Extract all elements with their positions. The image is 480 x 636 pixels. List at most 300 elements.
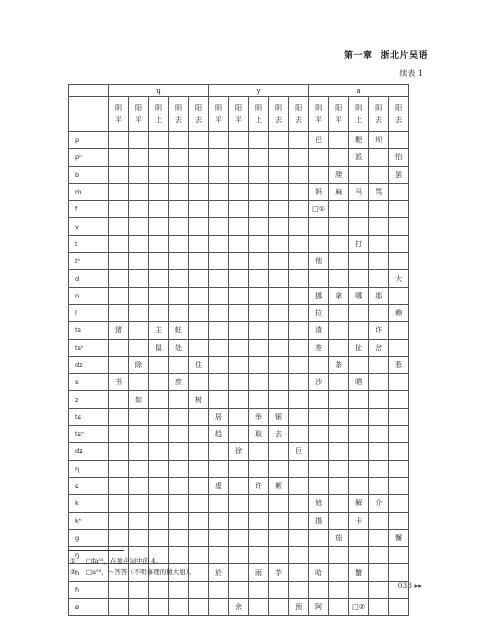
initial-cell: n [69,287,109,304]
page-number: 033 ▸▸ [397,581,422,590]
character-cell [109,581,129,598]
table-row [69,304,409,321]
character-cell [309,270,329,287]
chapter-number: 第一章 [343,51,373,61]
character-cell [189,322,209,339]
character-cell: 居 [209,408,229,425]
character-cell [129,166,149,183]
character-cell [189,287,209,304]
character-cell [149,529,169,546]
character-cell [329,460,349,477]
table-row [69,529,409,546]
initial-cell: d [69,270,109,287]
initial-cell: kʰ [69,512,109,529]
character-cell [329,495,349,512]
character-cell: 趋 [209,426,229,443]
character-cell [129,270,149,287]
character-cell [229,477,249,494]
initial-cell: f [69,201,109,218]
tone-header-top: 阴 [275,104,283,112]
character-cell [249,149,269,166]
character-cell [209,356,229,373]
character-cell [209,183,229,200]
character-cell: 卡 [349,512,369,529]
character-cell [269,356,289,373]
tone-header-row [69,97,409,132]
character-cell [229,149,249,166]
character-cell [189,581,209,598]
character-cell [269,391,289,408]
character-cell: 诈 [369,322,389,339]
character-cell [169,183,189,200]
character-cell [329,132,349,149]
tone-header [229,97,249,132]
tone-header-top: 阴 [155,104,162,112]
character-cell [229,426,249,443]
character-cell [269,495,289,512]
character-cell [229,218,249,235]
character-cell: 介 [369,495,389,512]
footnote [70,567,195,576]
character-cell [329,391,349,408]
character-cell [329,304,349,321]
character-cell [389,547,409,564]
character-cell [129,599,149,616]
character-cell [109,356,129,373]
character-cell [209,443,229,460]
character-cell [209,374,229,391]
initial-cell: tsʰ [69,339,109,356]
table-row [69,408,409,425]
character-cell [149,460,169,477]
character-cell: 巨 [289,443,309,460]
initial-cell: ts [69,322,109,339]
footnote-rule [68,550,124,551]
character-cell [149,149,169,166]
character-cell [389,512,409,529]
character-cell [189,374,209,391]
character-cell [229,564,249,581]
character-cell [369,599,389,616]
character-cell [369,512,389,529]
character-cell [389,443,409,460]
character-cell [209,547,229,564]
character-cell: 锯 [269,408,289,425]
character-cell [209,322,229,339]
character-cell [129,183,149,200]
character-cell [369,304,389,321]
character-cell [169,356,189,373]
tone-header-bottom: 去 [175,116,182,124]
character-cell: 那 [369,287,389,304]
table-row [69,287,409,304]
character-cell [269,529,289,546]
table-row [69,235,409,252]
table-row [69,218,409,235]
character-cell [229,287,249,304]
character-cell [369,477,389,494]
character-cell [149,356,169,373]
character-cell [169,287,189,304]
character-cell [109,599,129,616]
character-cell [389,374,409,391]
character-cell [169,235,189,252]
character-cell: 举 [249,408,269,425]
character-cell: 马 [349,183,369,200]
character-cell [249,599,269,616]
tone-header-top: 阳 [335,104,343,112]
initial-cell: l [69,304,109,321]
initial-cell: dz [69,356,109,373]
footnote-mark: ② [70,568,76,576]
character-cell [169,460,189,477]
character-cell [309,166,329,183]
character-cell [229,374,249,391]
character-cell [209,599,229,616]
character-cell [209,218,229,235]
character-cell [129,132,149,149]
character-cell [389,460,409,477]
character-cell: 如 [129,391,149,408]
character-cell [209,235,229,252]
character-cell [329,339,349,356]
table-row [69,426,409,443]
character-cell: □① [309,201,329,218]
table-row [69,356,409,373]
character-cell [329,599,349,616]
character-cell [169,529,189,546]
character-cell [389,235,409,252]
character-cell [249,322,269,339]
character-cell: 茶 [329,356,349,373]
character-cell [189,270,209,287]
character-cell [189,529,209,546]
tone-header [289,97,309,132]
character-cell [189,426,209,443]
tone-header [329,97,349,132]
initial-cell: tɕʰ [69,426,109,443]
tone-header-top: 阴 [355,104,363,112]
character-cell [189,408,209,425]
character-cell [249,218,269,235]
character-cell [209,529,229,546]
character-cell [289,322,309,339]
character-cell [229,529,249,546]
initial-cell: b [69,166,109,183]
character-cell: 拉 [309,304,329,321]
character-cell: 书 [109,374,129,391]
tone-header [389,97,409,132]
character-cell [369,374,389,391]
character-cell: 岔 [369,339,389,356]
character-cell [289,201,309,218]
character-cell [109,149,129,166]
character-cell [369,460,389,477]
character-cell: 蛀 [169,322,189,339]
character-cell [209,149,229,166]
character-cell [349,356,369,373]
character-cell [269,304,289,321]
character-cell [349,529,369,546]
character-cell [109,408,129,425]
tone-header-top: 阴 [215,104,223,112]
tone-header-bottom: 平 [235,116,243,124]
initial-cell: v [69,218,109,235]
character-cell [329,547,349,564]
character-cell [229,356,249,373]
character-cell [309,149,329,166]
tone-header-bottom: 平 [115,116,122,124]
character-cell [189,495,209,512]
character-cell: 去 [269,426,289,443]
character-cell [369,201,389,218]
footnote-text: □fa⁵³，在象声词中的 4。 [86,557,162,565]
character-cell [269,270,289,287]
character-cell [169,218,189,235]
tone-header-bottom: 上 [155,116,162,124]
character-cell: 芋 [269,564,289,581]
table-row [69,183,409,200]
table-row [69,460,409,477]
character-cell [129,426,149,443]
character-cell [109,339,129,356]
character-cell [209,512,229,529]
character-cell: 树 [189,391,209,408]
character-cell [269,339,289,356]
character-cell [269,218,289,235]
character-cell [169,132,189,149]
initial-cell: ŋ [69,547,109,564]
tone-header-bottom: 平 [335,116,343,124]
character-cell: 徐 [229,443,249,460]
character-cell [129,374,149,391]
character-cell [249,512,269,529]
tone-header-top: 阴 [255,104,263,112]
character-cell [329,426,349,443]
character-cell [169,304,189,321]
character-cell [289,304,309,321]
character-cell: 哪 [349,287,369,304]
initial-cell: t [69,235,109,252]
character-cell [389,599,409,616]
character-cell [389,253,409,270]
initial-cell: ɦ [69,581,109,598]
character-cell [249,166,269,183]
character-cell [129,477,149,494]
character-cell [149,132,169,149]
character-cell [389,218,409,235]
group-header-row [69,85,409,97]
character-cell [289,166,309,183]
character-cell: 渣 [309,322,329,339]
character-cell [249,460,269,477]
character-cell [249,304,269,321]
character-cell [109,529,129,546]
tone-header-top: 阳 [295,104,303,112]
character-cell [189,443,209,460]
character-cell: 虚 [209,477,229,494]
character-cell: 取 [249,426,269,443]
character-cell [289,374,309,391]
character-cell: 处 [169,339,189,356]
character-cell [329,374,349,391]
character-cell [269,443,289,460]
character-cell: 挪 [309,287,329,304]
character-cell: 巴 [309,132,329,149]
character-cell [249,495,269,512]
character-cell: 蟹 [349,564,369,581]
tone-header-top: 阴 [315,104,323,112]
tone-header [309,97,329,132]
character-cell [149,183,169,200]
character-cell [249,339,269,356]
tone-header [349,97,369,132]
character-cell [129,235,149,252]
character-cell [349,443,369,460]
character-cell [169,599,189,616]
character-cell [129,529,149,546]
character-cell: 雨 [249,564,269,581]
character-cell [349,391,369,408]
character-cell [109,304,129,321]
table-row [69,443,409,460]
character-cell [309,477,329,494]
character-cell [269,322,289,339]
character-cell [249,547,269,564]
character-cell [329,408,349,425]
character-cell [209,253,229,270]
tone-header [249,97,269,132]
tone-header [269,97,289,132]
character-cell [209,495,229,512]
character-cell [209,460,229,477]
character-cell [229,253,249,270]
character-cell: 絮 [269,477,289,494]
character-cell [349,460,369,477]
tone-header-top: 阳 [195,104,203,112]
character-cell [169,201,189,218]
character-cell [369,166,389,183]
character-cell [329,564,349,581]
character-cell [149,235,169,252]
character-cell [149,512,169,529]
character-cell: 除 [129,356,149,373]
character-cell [189,253,209,270]
character-cell [189,460,209,477]
character-cell: 预 [289,599,309,616]
initial-cell: ɳ [69,460,109,477]
character-cell [309,391,329,408]
character-cell [129,149,149,166]
table-row [69,581,409,598]
character-cell: 住 [189,356,209,373]
character-cell [109,270,129,287]
character-cell: 茄 [329,529,349,546]
character-cell [189,339,209,356]
character-cell: 主 [149,322,169,339]
character-cell [269,183,289,200]
initial-cell: k [69,495,109,512]
character-cell [149,477,169,494]
character-cell [349,218,369,235]
character-cell: 拿 [329,287,349,304]
character-cell [289,547,309,564]
character-cell [229,166,249,183]
character-cell [169,512,189,529]
tone-header-bottom: 平 [135,116,142,124]
character-cell: □② [349,599,369,616]
character-cell: 哈 [309,564,329,581]
character-cell [149,374,169,391]
table-row [69,339,409,356]
character-cell [269,547,289,564]
character-cell [389,564,409,581]
character-cell [189,599,209,616]
character-cell: 惹 [389,356,409,373]
character-cell [369,356,389,373]
initial-cell: ɕ [69,477,109,494]
character-cell [229,132,249,149]
character-cell [249,132,269,149]
character-cell [369,547,389,564]
character-cell [129,443,149,460]
character-cell [389,287,409,304]
tone-header [189,97,209,132]
table-row [69,166,409,183]
character-cell [369,149,389,166]
character-cell [189,132,209,149]
character-cell [349,581,369,598]
character-cell [209,201,229,218]
character-cell [329,322,349,339]
character-cell [369,253,389,270]
character-cell [229,391,249,408]
character-cell: 他 [309,253,329,270]
table-row [69,599,409,616]
initial-cell: g [69,529,109,546]
chapter-title: 浙北片吴语 [380,51,428,61]
character-cell [329,512,349,529]
character-cell [169,547,189,564]
character-cell [389,477,409,494]
character-cell [289,356,309,373]
character-cell [189,477,209,494]
tone-header [369,97,389,132]
tone-header [169,97,189,132]
character-cell [209,287,229,304]
tone-header-bottom: 上 [255,116,263,124]
character-cell [289,581,309,598]
table-row [69,374,409,391]
character-cell [389,201,409,218]
running-header [336,48,428,61]
character-cell [289,495,309,512]
character-cell [229,201,249,218]
character-cell [229,339,249,356]
character-cell [109,235,129,252]
character-cell [129,218,149,235]
character-cell [149,391,169,408]
character-cell [169,149,189,166]
character-cell [149,408,169,425]
character-cell: 爬 [329,166,349,183]
character-cell [329,477,349,494]
final-group-header: y [209,85,309,97]
character-cell [289,287,309,304]
character-cell [249,443,269,460]
character-cell [209,391,229,408]
character-cell [129,408,149,425]
